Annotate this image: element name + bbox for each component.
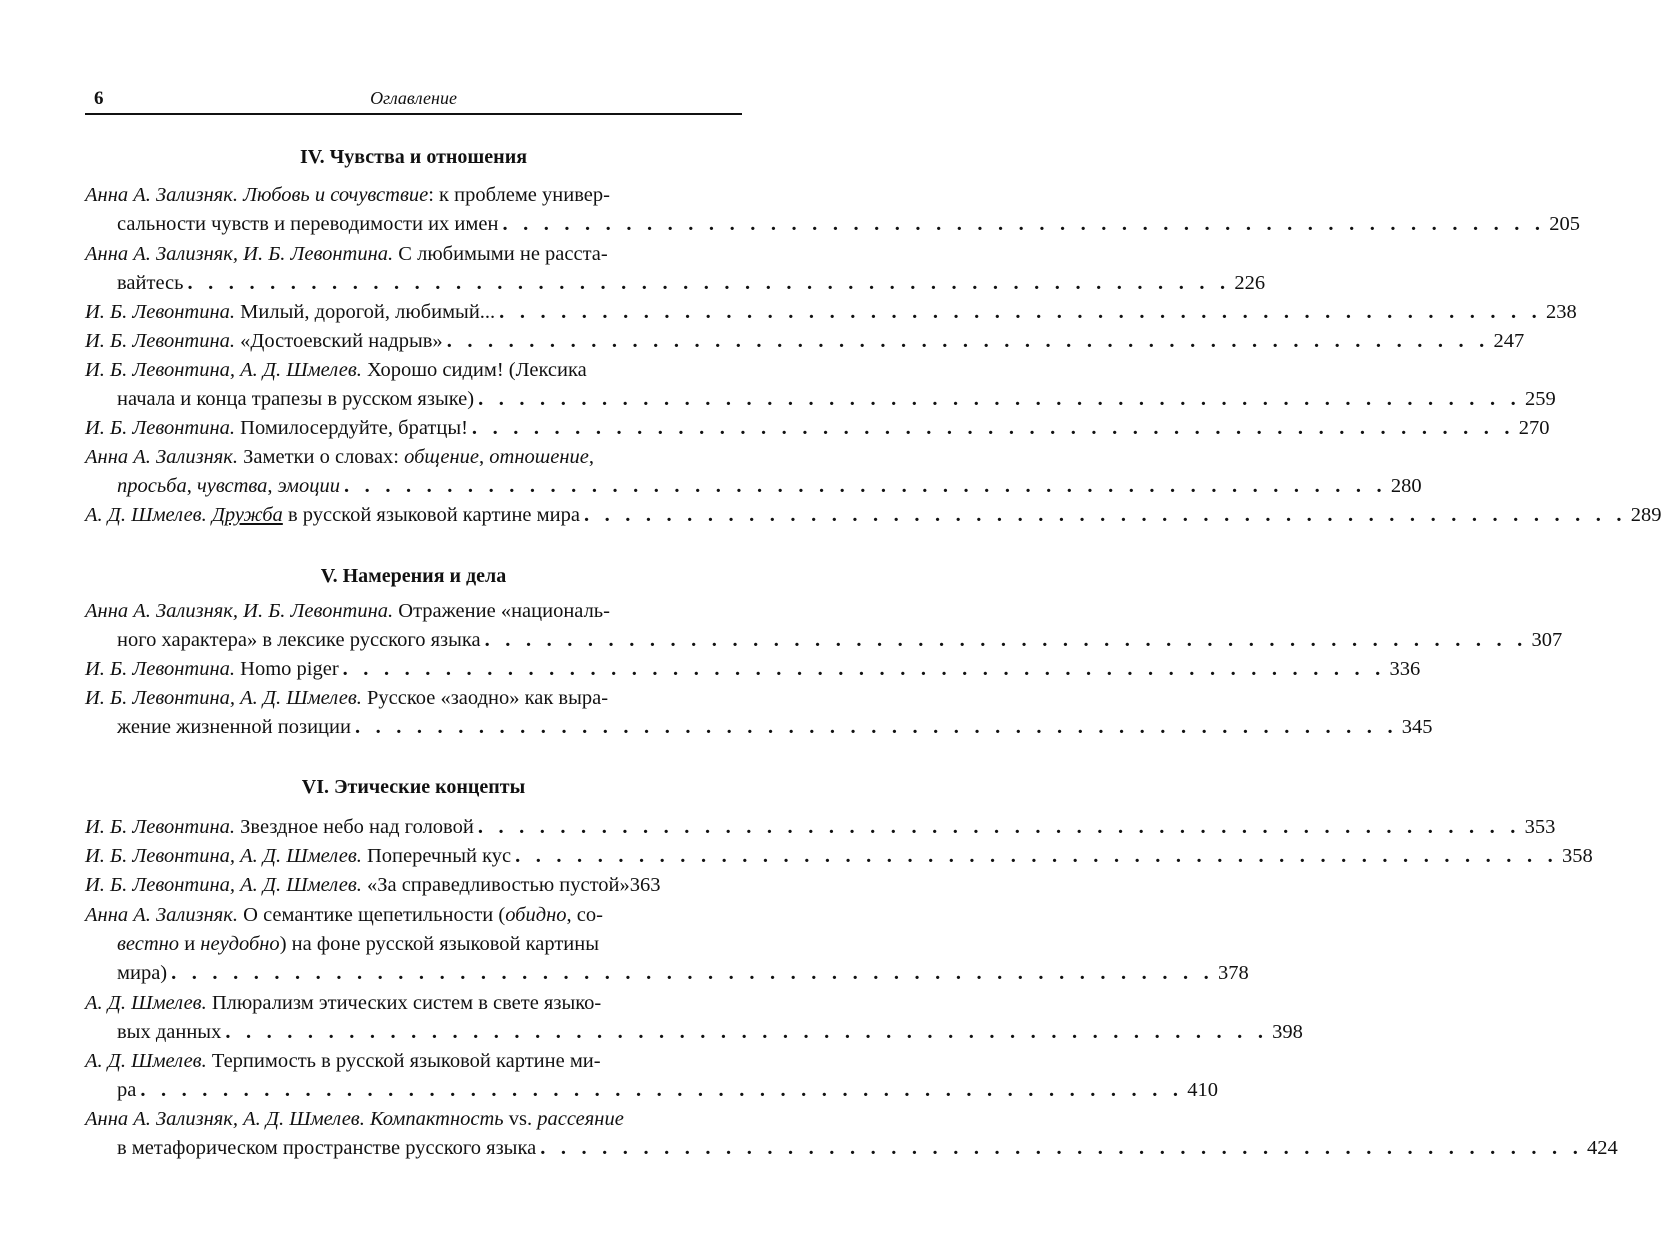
entry-title: Поперечный кус [366, 845, 512, 867]
toc-entry[interactable] [85, 655, 1421, 684]
toc-entry[interactable] [85, 181, 1581, 239]
toc-entry[interactable] [85, 684, 1433, 742]
entry-title-italic: Компактность [369, 1108, 504, 1130]
entry-title-continued: вых данных [117, 1021, 222, 1043]
dot-leader: . . . . . . . . . . . . . . . . . . . . . . . . . . . . . . . . . . . . . . . . . . . . . . . . . . . [344, 475, 1387, 497]
keyword: просьба [117, 475, 187, 497]
keyword: эмоции [277, 475, 341, 497]
page-number: 6 [94, 88, 104, 109]
entry-title-vs: vs. [508, 1108, 533, 1130]
dot-leader: . . . . . . . . . . . . . . . . . . . . . . . . . . . . . . . . . . . . . . . . . . . . . . . . . . . [484, 629, 1528, 651]
entry-author: И. Б. Левонтина. [85, 417, 236, 439]
entry-title: Терпимость в русской языковой картине ми- [211, 1050, 601, 1072]
toc-entry[interactable] [85, 597, 1563, 655]
entry-title-italic: рассеяние [537, 1108, 624, 1130]
entry-page-number: 226 [1234, 272, 1266, 294]
entry-title: Милый, дорогой, любимый... [240, 301, 496, 323]
entry-title-continued: в метафорическом пространстве русского языка [117, 1137, 537, 1159]
running-title: Оглавление [370, 88, 457, 108]
entry-title: : к проблеме универ- [428, 184, 610, 206]
entry-author: И. Б. Левонтина, А. Д. Шмелев. [85, 845, 362, 867]
entry-title: Помилосердуйте, братцы! [240, 417, 468, 439]
entry-author: А. Д. Шмелев. [85, 504, 207, 526]
entry-title-continued: сальности чувств и переводимости их имен [117, 213, 499, 235]
dot-leader: . . . . . . . . . . . . . . . . . . . . . . . . . . . . . . . . . . . . . . . . . . . . . . . . . . . [471, 417, 1515, 439]
entry-author: Анна А. Зализняк. [85, 904, 239, 926]
entry-title-continued: начала и конца трапезы в русском языке) [117, 388, 475, 410]
entry-title: в русской языковой картине мира [287, 504, 580, 526]
entry-page-number: 353 [1524, 816, 1556, 838]
entry-title: Отражение «националь- [398, 600, 610, 622]
dot-leader: . . . . . . . . . . . . . . . . . . . . . . . . . . . . . . . . . . . . . . . . . . . . . . . . . . . [225, 1021, 1269, 1043]
entry-page-number: 378 [1217, 962, 1249, 984]
entry-title: «Достоевский надрыв» [240, 330, 443, 352]
keyword: отношение [489, 446, 589, 468]
toc-entry[interactable] [85, 871, 737, 900]
entry-title: Заметки о словах: [243, 446, 400, 468]
dot-leader: . . . . . . . . . . . . . . . . . . . . . . . . . . . . . . . . . . . . . . . . . . . . . . . . . . . [583, 504, 1627, 526]
entry-page-number: 259 [1524, 388, 1556, 410]
keyword: неудобно [200, 933, 280, 955]
entry-author: Анна А. Зализняк. [85, 184, 239, 206]
entry-page-number: 247 [1493, 330, 1525, 352]
toc-entry[interactable] [85, 1047, 1218, 1105]
entry-author: Анна А. Зализняк, И. Б. Левонтина. [85, 600, 394, 622]
entry-title: Homo piger [240, 658, 339, 680]
page-header [85, 86, 742, 110]
section-title: VI. Этические концепты [301, 776, 526, 798]
entry-author: А. Д. Шмелев. [85, 992, 207, 1014]
toc-entry[interactable] [85, 842, 1593, 871]
entry-page-number: 358 [1561, 845, 1593, 867]
entry-page-number: 336 [1389, 658, 1421, 680]
toc-entry[interactable]: Анна А. Зализняк. О семантике щепетильности (обидно, со- вестно и неудобно) на фоне русской языковой картины мира) . . . . . . . . . . . . . . . . . . . . . . . . . . . . . . . . . . . . . . . . . . . . . . . . . . . 378 [85, 901, 737, 988]
entry-title-continued: мира) [117, 962, 168, 984]
dot-leader: . . . . . . . . . . . . . . . . . . . . . . . . . . . . . . . . . . . . . . . . . . . . . . . . . . . [342, 658, 1386, 680]
keyword: общение [404, 446, 480, 468]
entry-title: Звездное небо над головой [240, 816, 474, 838]
entry-title: Русское «заодно» как выра- [366, 687, 609, 709]
toc-entry[interactable] [85, 1105, 1618, 1163]
entry-title-continued: жение жизненной позиции [117, 716, 351, 738]
entry-title-italic: Любовь и сочувствие [243, 184, 429, 206]
entry-title: С любимыми не расста- [398, 243, 608, 265]
keyword: вестно [117, 933, 180, 955]
entry-title-continued: вайтесь [117, 272, 184, 294]
entry-page-number: 238 [1546, 301, 1577, 323]
entry-title-punct: , со- [566, 904, 603, 926]
entry-author: И. Б. Левонтина. [85, 330, 236, 352]
toc-entry[interactable] [85, 501, 1662, 530]
toc-entry[interactable] [85, 989, 1303, 1047]
dot-leader: . . . . . . . . . . . . . . . . . . . . . . . . . . . . . . . . . . . . . . . . . . . . . . . . . . . [187, 272, 1231, 294]
toc-entry[interactable] [85, 298, 1577, 327]
entry-author: И. Б. Левонтина, А. Д. Шмелев. [85, 874, 362, 896]
toc-entry[interactable] [85, 240, 1266, 298]
entry-page-number: 363 [629, 874, 661, 896]
entry-author: А. Д. Шмелев. [85, 1050, 207, 1072]
dot-leader: . . . . . . . . . . . . . . . . . . . . . . . . . . . . . . . . . . . . . . . . . . . . . . . . . . . [478, 388, 1521, 410]
dot-leader: . . . . . . . . . . . . . . . . . . . . . . . . . . . . . . . . . . . . . . . . . . . . . . . . . . . [499, 301, 1542, 323]
dot-leader: . . . . . . . . . . . . . . . . . . . . . . . . . . . . . . . . . . . . . . . . . . . . . . . . . . . [171, 962, 1214, 984]
entry-page-number: 398 [1272, 1021, 1303, 1043]
keyword: обидно [505, 904, 567, 926]
dot-leader: . . . . . . . . . . . . . . . . . . . . . . . . . . . . . . . . . . . . . . . . . . . . . . . . . . . [540, 1137, 1584, 1159]
dot-leader: . . . . . . . . . . . . . . . . . . . . . . . . . . . . . . . . . . . . . . . . . . . . . . . . . . . [354, 716, 1398, 738]
entry-page-number: 307 [1531, 629, 1563, 651]
keyword: чувства [197, 475, 268, 497]
toc-entry[interactable] [85, 356, 1556, 414]
section-title: V. Намерения и дела [320, 565, 507, 587]
entry-title-continued: ра [117, 1079, 137, 1101]
entry-title: Хорошо сидим! (Лексика [366, 359, 587, 381]
toc-entry[interactable]: Анна А. Зализняк. Заметки о словах: общение, отношение, просьба, чувства, эмоции . . . . . . . . . . . . . . . . . . . . . . . . . . . . . . . . . . . . . . . . . . . . . . . . . . . 280 [85, 443, 737, 501]
entry-page-number: 410 [1187, 1079, 1218, 1101]
section-title: IV. Чувства и отношения [299, 146, 528, 168]
entry-title: Плюрализм этических систем в свете языко- [211, 992, 602, 1014]
dot-leader: . . . . . . . . . . . . . . . . . . . . . . . . . . . . . . . . . . . . . . . . . . . . . . . . . . . [502, 213, 1546, 235]
entry-title-continued: ного характера» в лексике русского языка [117, 629, 481, 651]
entry-page-number: 280 [1390, 475, 1422, 497]
dot-leader: . . . . . . . . . . . . . . . . . . . . . . . . . . . . . . . . . . . . . . . . . . . . . . . . . . . [515, 845, 1558, 867]
entry-author: И. Б. Левонтина. [85, 658, 236, 680]
toc-entry[interactable] [85, 327, 1525, 356]
entry-page-number: 424 [1587, 1137, 1618, 1159]
entry-title-continued: на фоне русской языковой картины [291, 933, 600, 955]
entry-author: И. Б. Левонтина. [85, 816, 236, 838]
entry-author: И. Б. Левонтина, А. Д. Шмелев. [85, 359, 362, 381]
entry-author: Анна А. Зализняк, И. Б. Левонтина. [85, 243, 394, 265]
conjunction: и [184, 933, 196, 955]
dot-leader: . . . . . . . . . . . . . . . . . . . . . . . . . . . . . . . . . . . . . . . . . . . . . . . . . . . [477, 816, 1521, 838]
entry-page-number: 345 [1401, 716, 1433, 738]
header-rule [85, 113, 742, 115]
entry-page-number: 270 [1518, 417, 1550, 439]
entry-page-number: 289 [1630, 504, 1662, 526]
dot-leader: . . . . . . . . . . . . . . . . . . . . . . . . . . . . . . . . . . . . . . . . . . . . . . . . . . . [446, 330, 1490, 352]
toc-entry[interactable] [85, 813, 1556, 842]
entry-page-number: 205 [1549, 213, 1581, 235]
toc-entry[interactable] [85, 414, 1550, 443]
entry-author: Анна А. Зализняк. [85, 446, 239, 468]
entry-author: И. Б. Левонтина, А. Д. Шмелев. [85, 687, 362, 709]
entry-title: О семантике щепетильности ( [243, 904, 506, 926]
entry-author: Анна А. Зализняк, А. Д. Шмелев. [85, 1108, 365, 1130]
entry-title: «За справедливостью пустой» [366, 874, 630, 896]
dot-leader: . . . . . . . . . . . . . . . . . . . . . . . . . . . . . . . . . . . . . . . . . . . . . . . . . . . [140, 1079, 1184, 1101]
entry-author: И. Б. Левонтина. [85, 301, 236, 323]
entry-title-italic: Дружба [211, 504, 283, 526]
